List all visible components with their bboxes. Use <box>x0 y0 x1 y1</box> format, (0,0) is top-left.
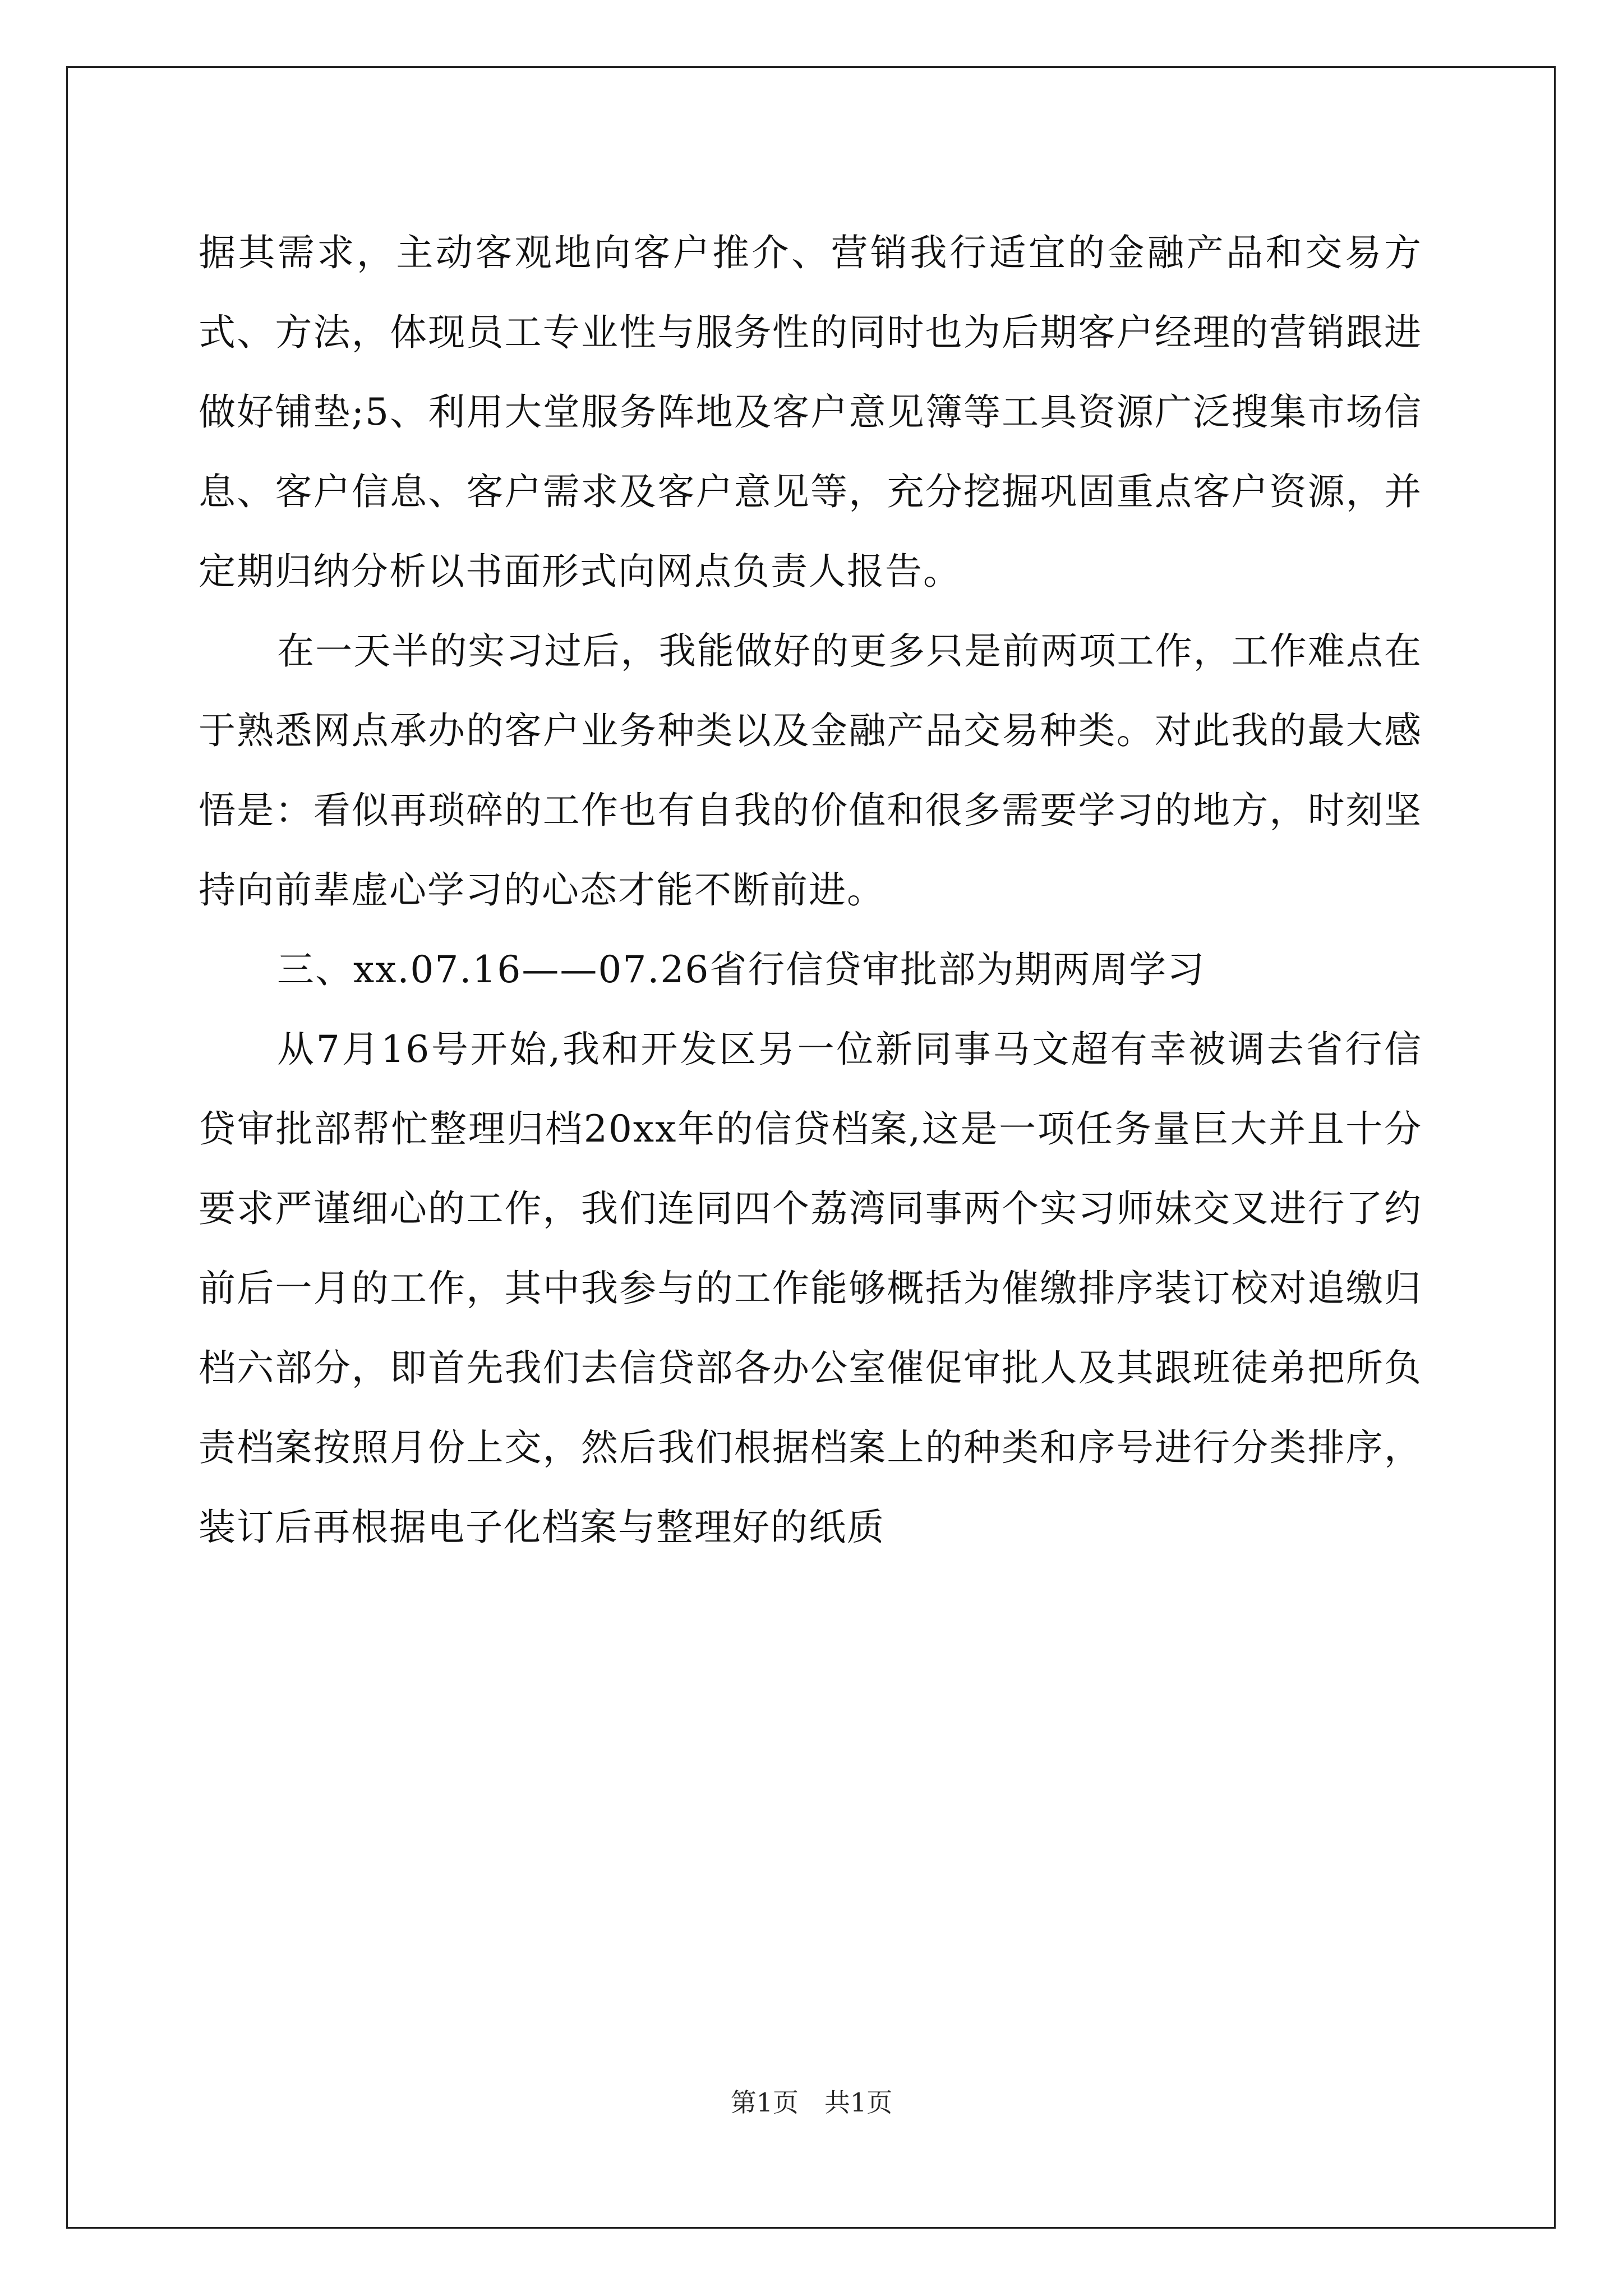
paragraph-3: 从7月16号开始,我和开发区另一位新同事马文超有幸被调去省行信贷审批部帮忙整理归档20xx年的信贷档案,这是一项任务量巨大并且十分要求严谨细心的工作，我们连同四个荔湾同事两个实习师妹交叉进行了约前后一月的工作，其中我参与的工作能够概括为催缴排序装订校对追缴归档六部分，即首先我们去信贷部各办公室催促审批人及其跟班徒弟把所负责档案按照月份上交，然后我们根据档案上的种类和序号进行分类排序，装订后再根据电子化档案与整理好的纸质 <box>199 1028 1422 1549</box>
section-heading: 三、xx.07.16——07.26省行信贷审批部为期两周学习 <box>277 948 1206 991</box>
paragraph-1: 据其需求，主动客观地向客户推介、营销我行适宜的金融产品和交易方式、方法，体现员工专业性与服务性的同时也为后期客户经理的营销跟进做好铺垫;5、利用大堂服务阵地及客户意见簿等工具资源广泛搜集市场信息、客户信息、客户需求及客户意见等，充分挖掘巩固重点客户资源，并定期归纳分析以书面形式向网点负责人报告。 <box>199 231 1422 593</box>
paragraph-2: 在一天半的实习过后，我能做好的更多只是前两项工作，工作难点在于熟悉网点承办的客户业务种类以及金融产品交易种类。对此我的最大感悟是：看似再琐碎的工作也有自我的价值和很多需要学习的地方，时刻坚持向前辈虚心学习的心态才能不断前进。 <box>199 629 1422 912</box>
page-number-footer: 第1页 共1页 <box>730 2087 893 2118</box>
document-body <box>199 213 1422 1567</box>
